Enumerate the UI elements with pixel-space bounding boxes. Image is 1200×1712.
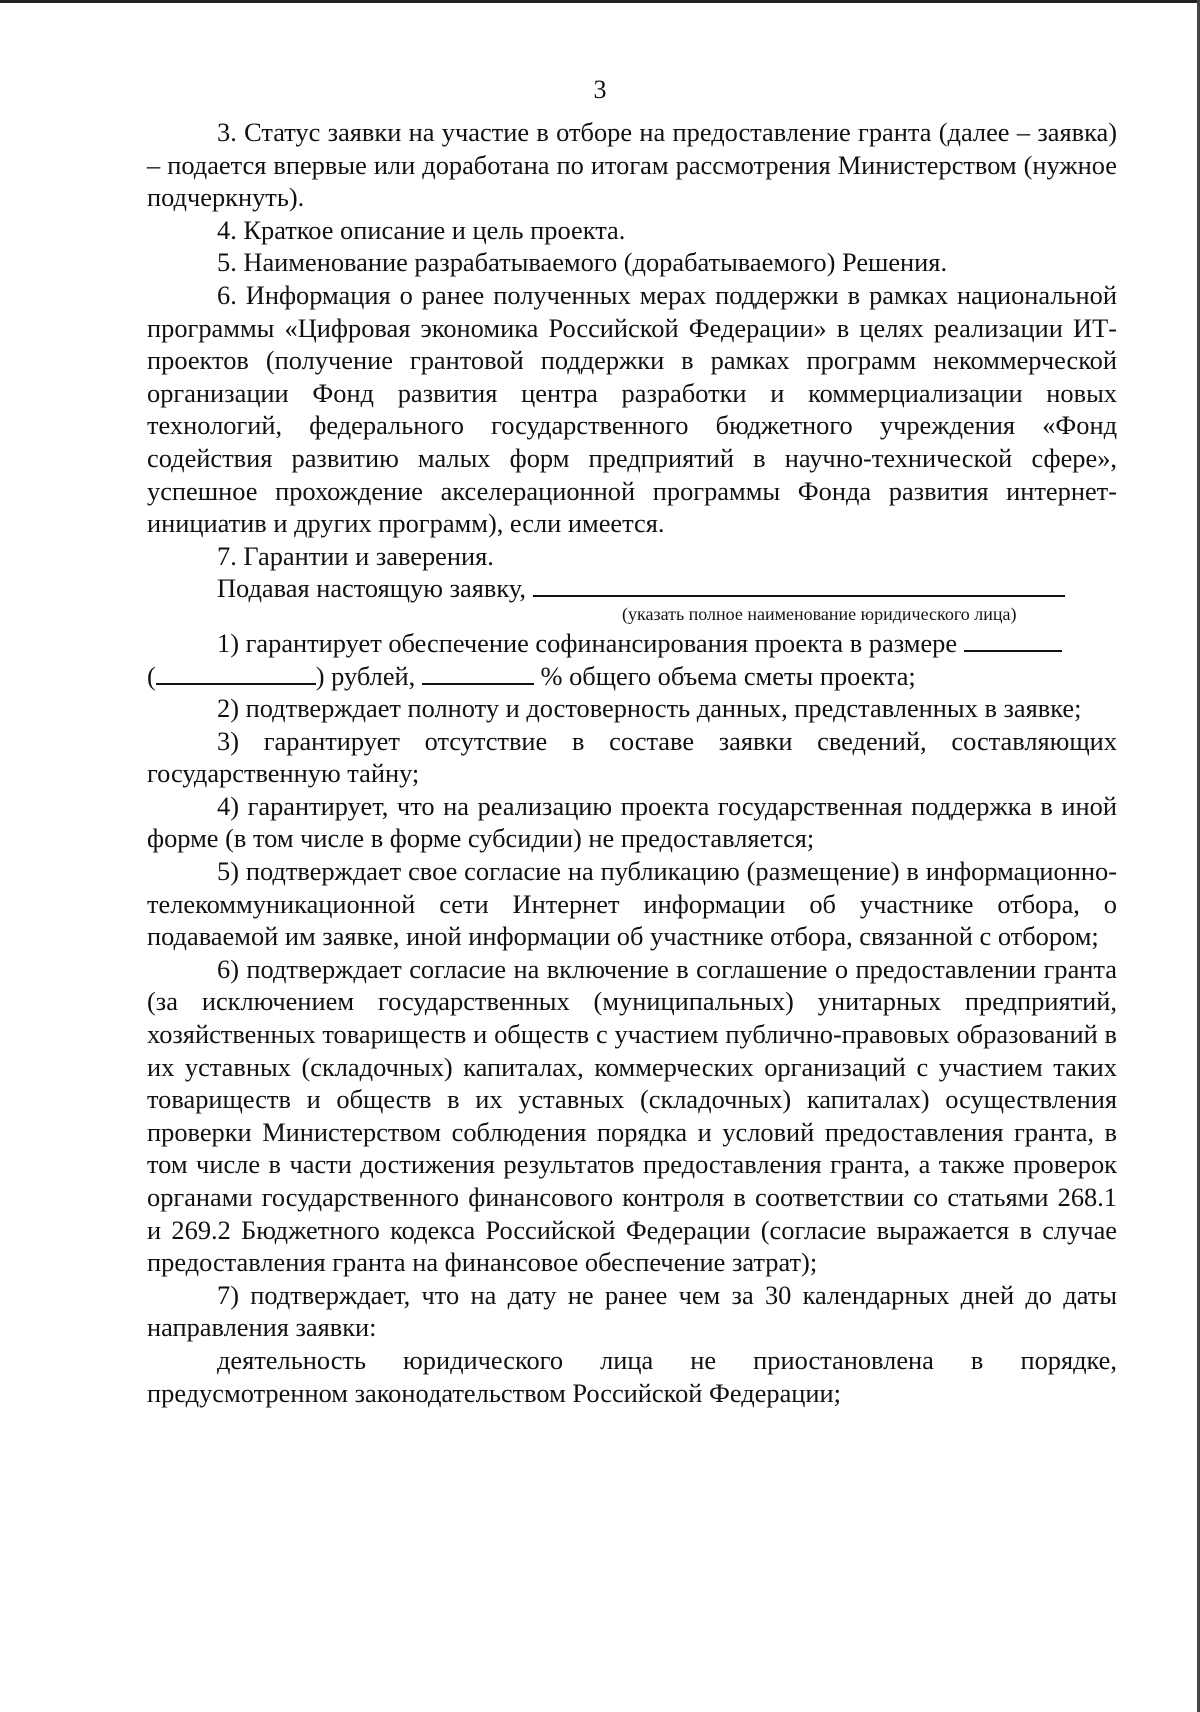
guarantee-1 <box>147 627 1117 660</box>
paragraph-4-description: 4. Краткое описание и цель проекта. <box>217 214 626 245</box>
document-body <box>147 116 1117 1409</box>
scan-top-edge <box>0 0 1200 3</box>
submit-line <box>147 572 1117 605</box>
guarantee-1-percent-text: % общего объема сметы проекта; <box>540 660 916 691</box>
cofinancing-words-blank <box>156 663 316 685</box>
paragraph-6-support-info: 6. Информация о ранее полученных мерах поддержки в рамках национальной программы «Цифровая экономика Российской Федерации» в целях реализации ИТ-проектов (получение грантовой поддержки в рамках программ некоммерческой организации Фонд развития центра разработки и коммерциализации новых технологий, федерального государственного бюджетного учреждения «Фонд содействия развитию малых форм предприятий в научно-технической сфере», успешное прохождение акселерационной программы Фонда развития интернет-инициатив и других программ), если имеется. <box>147 279 1117 539</box>
guarantee-3: 3) гарантирует отсутствие в составе заявки сведений, составляющих государственную тайну; <box>147 725 1117 789</box>
page-number: 3 <box>593 75 607 104</box>
guarantee-6: 6) подтверждает согласие на включение в соглашение о предоставлении гранта (за исключением государственных (муниципальных) унитарных предприятий, хозяйственных товариществ и обществ с участием публично-правовых образований в их уставных (складочных) капиталах, коммерческих организаций с участием таких товариществ и обществ в их уставных (складочных) капиталах) осуществления проверки Министерством соблюдения порядка и условий предоставления гранта, в том числе в части достижения результатов предоставления гранта, а также проверок органами государственного финансового контроля в соответствии со статьями 268.1 и 269.2 Бюджетного кодекса Российской Федерации (согласие выражается в случае предоставления гранта на финансовое обеспечение затрат); <box>147 953 1117 1278</box>
guarantee-2: 2) подтверждает полноту и достоверность данных, представленных в заявке; <box>217 693 1082 724</box>
guarantee-4: 4) гарантирует, что на реализацию проекта государственная поддержка в иной форме (в том числе в форме субсидии) не предоставляется; <box>147 790 1117 854</box>
guarantee-1-continued <box>147 660 1117 693</box>
guarantee-1-rubles: ) рублей, <box>315 660 416 691</box>
cofinancing-amount-blank <box>964 630 1062 652</box>
submit-caption: (указать полное наименование юридического лица) <box>622 603 1017 624</box>
guarantee-5: 5) подтверждает свое согласие на публикацию (размещение) в информационно-телекоммуникационной сети Интернет информации об участнике отбора, о подаваемой им заявке, иной информации об участнике отбора, связанной с отбором; <box>147 856 1117 952</box>
organization-name-blank <box>533 573 1065 597</box>
guarantee-1-text: 1) гарантирует обеспечение софинансирования проекта в размере <box>217 627 958 658</box>
paragraph-5-name: 5. Наименование разрабатываемого (дорабатываемого) Решения. <box>217 247 948 278</box>
guarantee-7-item-activity: деятельность юридического лица не приостановлена в порядке, предусмотренном законодательством Российской Федерации; <box>147 1344 1117 1408</box>
guarantee-7: 7) подтверждает, что на дату не ранее чем за 30 календарных дней до даты направления заявки: <box>147 1279 1117 1343</box>
paragraph-7-guarantees: 7. Гарантии и заверения. <box>217 540 494 571</box>
guarantee-1-open-paren: ( <box>147 660 156 691</box>
cofinancing-percent-blank <box>422 663 534 685</box>
submit-lead: Подавая настоящую заявку, <box>217 573 526 604</box>
paragraph-3-status: 3. Статус заявки на участие в отборе на предоставление гранта (далее – заявка) – подается впервые или доработана по итогам рассмотрения Министерством (нужное подчеркнуть). <box>147 117 1117 213</box>
